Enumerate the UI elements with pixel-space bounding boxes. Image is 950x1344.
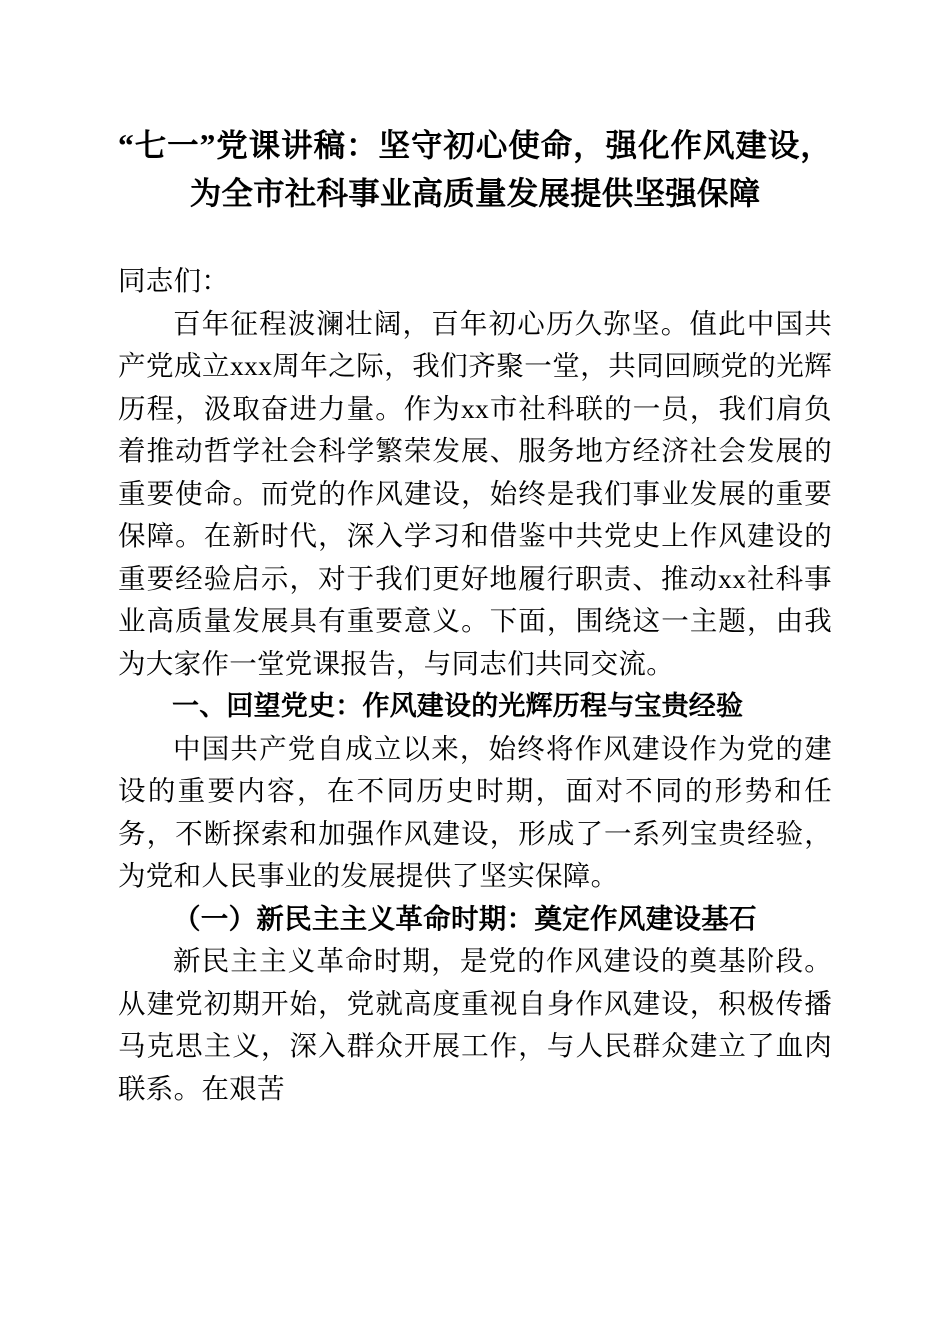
subsection-one-a-paragraph: 新民主主义革命时期，是党的作风建设的奠基阶段。从建党初期开始，党就高度重视自身作风建设，积极传播马克思主义，深入群众开展工作，与人民群众建立了血肉联系。在艰苦 [118,945,832,1104]
intro-paragraph: 百年征程波澜壮阔，百年初心历久弥坚。值此中国共产党成立xxx周年之际，我们齐聚一堂，共同回顾党的光辉历程，汲取奋进力量。作为xx市社科联的一员，我们肩负着推动哲学社会科学繁荣发展、服务地方经济社会发展的重要使命。而党的作风建设，始终是我们事业发展的重要保障。在新时代，深入学习和借鉴中共党史上作风建设的重要经验启示，对于我们更好地履行职责、推动xx社科事业高质量发展具有重要意义。下面，围绕这一主题，由我为大家作一堂党课报告，与同志们共同交流。 [118,307,832,679]
section-heading-one: 一、回望党史：作风建设的光辉历程与宝贵经验 [172,691,744,721]
section-one-lead-paragraph: 中国共产党自成立以来，始终将作风建设作为党的建设的重要内容，在不同历史时期，面对不同的形势和任务，不断探索和加强作风建设，形成了一系列宝贵经验，为党和人民事业的发展提供了坚实保障。 [118,732,832,891]
salutation: 同志们： [118,265,230,296]
page-title: “七一”党课讲稿：坚守初心使命，强化作风建设，为全市社科事业高质量发展提供坚强保障 [118,128,832,211]
document-content-area [118,122,832,1110]
subsection-heading-one-a: （一）新民主主义革命时期：奠定作风建设基石 [173,902,757,934]
